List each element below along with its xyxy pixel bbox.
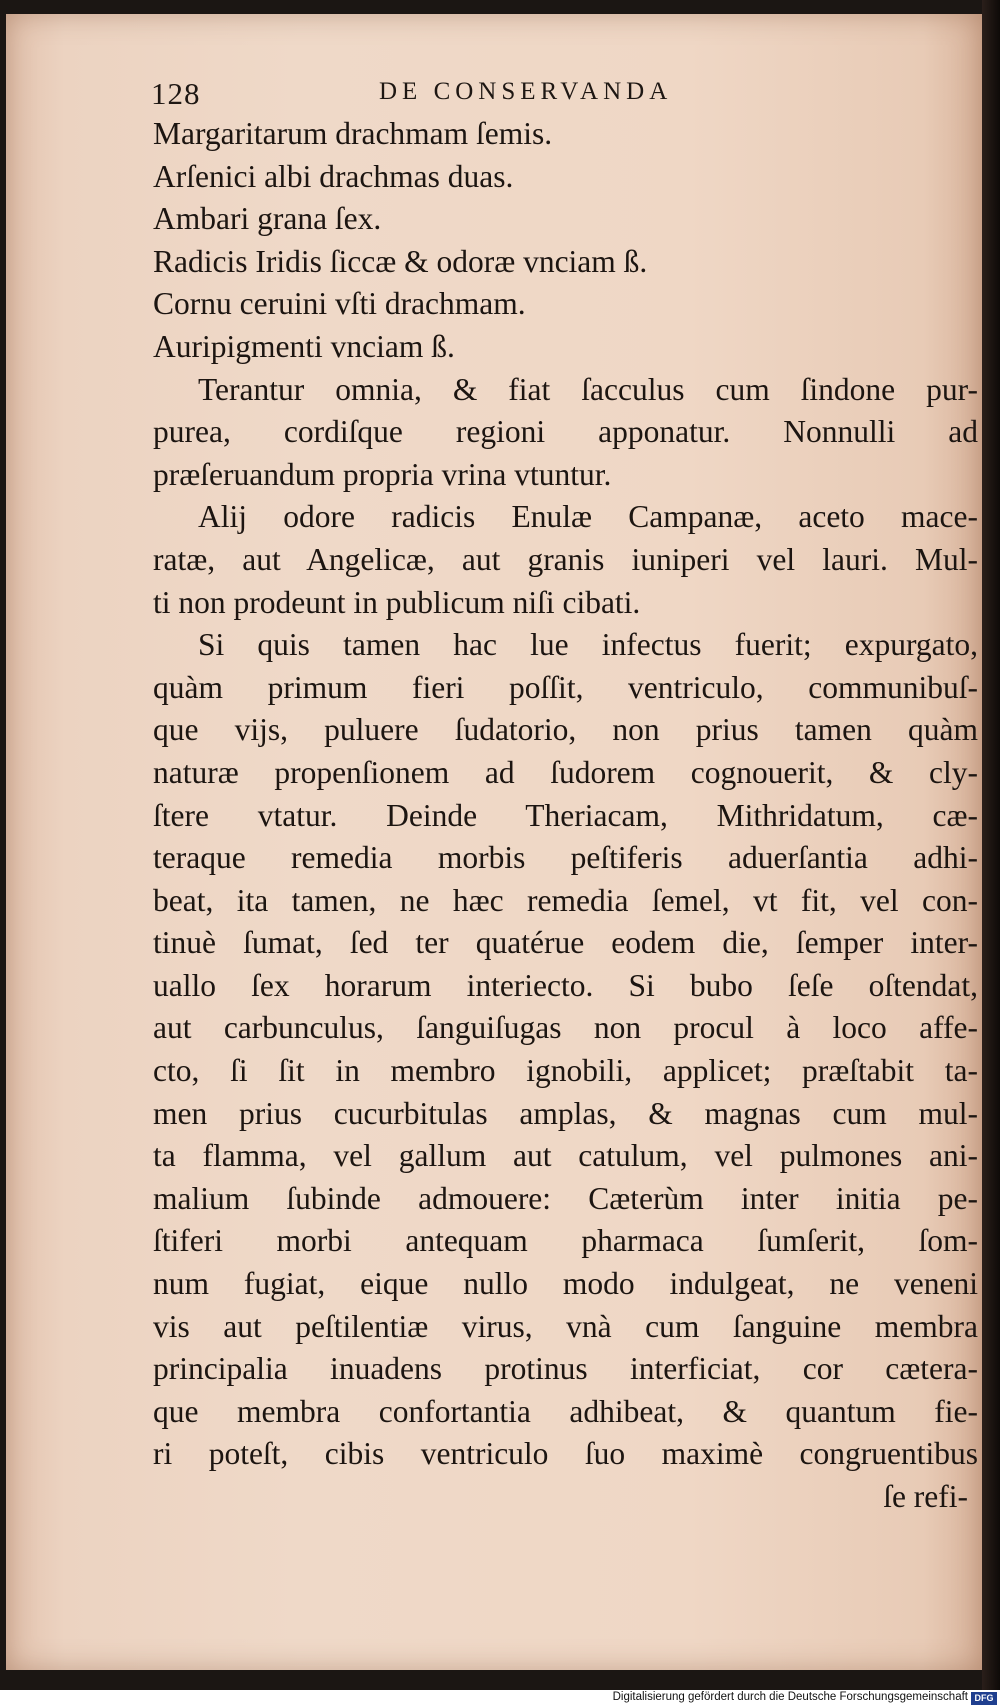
text-line: Cornu ceruini vſti drachmam. [153, 286, 526, 322]
text-line: principalia inuadens protinus interficiat, cor cætera- [153, 1351, 978, 1387]
page-header [151, 76, 761, 116]
text-line: purea, cordiſque regioni apponatur. Nonnulli ad [153, 414, 978, 450]
text-line: Alij odore radicis Enulæ Campanæ, aceto mace- [198, 499, 978, 535]
text-line: tinuè ſumat, ſed ter quatérue eodem die, ſemper inter- [153, 925, 978, 961]
text-line: que vijs, puluere ſudatorio, non prius tamen quàm [153, 712, 978, 748]
text-line: ratæ, aut Angelicæ, aut granis iuniperi vel lauri. Mul- [153, 541, 978, 577]
text-line: aut carbunculus, ſanguiſugas non procul à loco affe- [153, 1010, 978, 1046]
text-line: ſtere vtatur. Deinde Theriacam, Mithridatum, cæ- [153, 797, 978, 833]
footer-credit: Digitalisierung gefördert durch die Deutsche Forschungsgemeinschaft [612, 1691, 968, 1703]
text-line: Ambari grana ſex. [153, 201, 382, 237]
text-line: Radicis Iridis ſiccæ & odoræ vnciam ß. [153, 243, 648, 279]
text-line: que membra confortantia adhibeat, & quantum fie- [153, 1393, 978, 1429]
text-line: naturæ propenſionem ad ſudorem cognouerit, & cly- [153, 754, 978, 790]
text-line: men prius cucurbitulas amplas, & magnas cum mul- [153, 1095, 978, 1131]
text-line: num fugiat, eique nullo modo indulgeat, ne veneni [153, 1266, 978, 1302]
catchword: ſe refi- [883, 1479, 968, 1514]
text-line: Si quis tamen hac lue infectus fuerit; expurgato, [198, 627, 978, 663]
page-number: 128 [151, 76, 201, 111]
text-line: teraque remedia morbis peſtiferis aduerſantia adhi- [153, 840, 978, 876]
text-line: Margaritarum drachmam ſemis. [153, 116, 553, 151]
text-line: ti non prodeunt in publicum niſi cibati. [153, 584, 641, 620]
text-line: quàm primum fieri poſſit, ventriculo, communibuſ- [153, 669, 978, 705]
text-line: Terantur omnia, & fiat ſacculus cum ſindone pur- [198, 371, 978, 407]
text-line: ta flamma, vel gallum aut catulum, vel pulmones ani- [153, 1138, 978, 1174]
text-line: beat, ita tamen, ne hæc remedia ſemel, vt fit, vel con- [153, 882, 978, 918]
text-line: ri poteſt, cibis ventriculo ſuo maximè congruentibus [153, 1436, 978, 1472]
text-line: Arſenici albi drachmas duas. [153, 158, 514, 194]
text-line: præſeruandum propria vrina vtuntur. [153, 456, 612, 492]
running-head: DE CONSERVANDA [379, 78, 673, 105]
dfg-logo-icon: DFG [971, 1692, 997, 1705]
text-line: malium ſubinde admouere: Cæterùm inter initia pe- [153, 1180, 978, 1216]
text-line: cto, ſi ſit in membro ignobili, applicet; præſtabit ta- [153, 1053, 978, 1089]
book-page [6, 14, 982, 1670]
text-line: Auripigmenti vnciam ß. [153, 328, 455, 364]
digitization-footer [0, 1690, 1000, 1708]
text-line: ſtiferi morbi antequam pharmaca ſumſerit, ſom- [153, 1223, 978, 1259]
text-line: vis aut peſtilentiæ virus, vnà cum ſanguine membra [153, 1308, 978, 1344]
book-edge [982, 0, 1000, 1690]
body-text [153, 113, 978, 1519]
text-line: uallo ſex horarum interiecto. Si bubo ſeſe oſtendat, [153, 967, 978, 1003]
